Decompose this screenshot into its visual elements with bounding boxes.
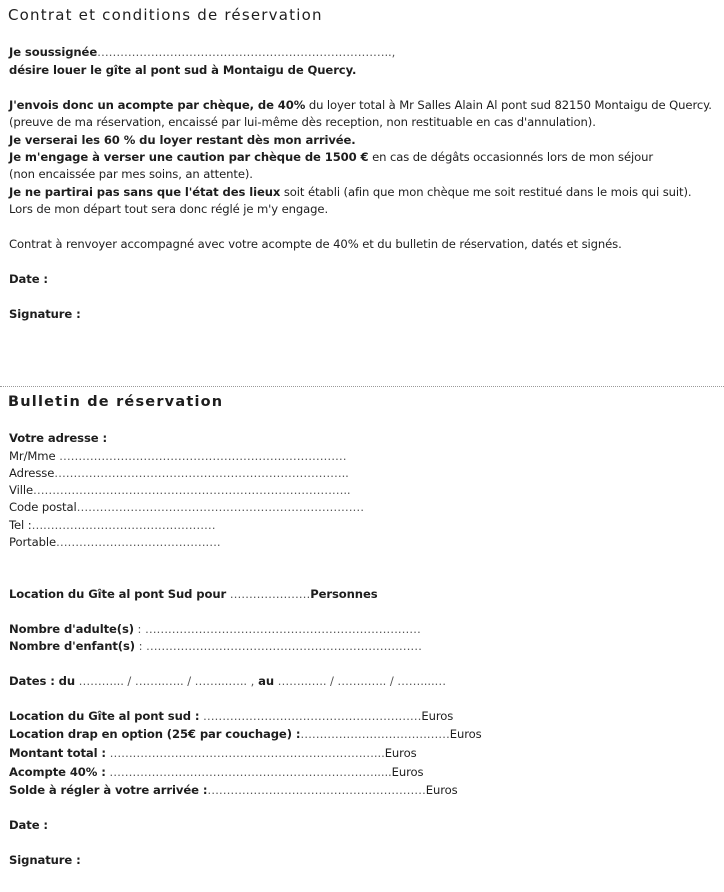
location-pour-label: Location du Gîte al pont Sud pour [9,587,227,601]
contract-date-label: Date : [9,272,48,286]
preuve-line: (preuve de ma réservation, encaissé par lui-même dès reception, non restituable en cas d'annulation). [9,115,596,129]
cost-label: Location drap en option (25€ par couchage) : [9,727,301,741]
cost-row-total[interactable] [9,745,417,761]
location-pour-line[interactable] [9,586,378,602]
personnes-label: Personnes [310,587,378,601]
caution-rest: en cas de dégâts occasionnés lors de mon séjour [368,150,654,164]
bulletin-signature-label: Signature : [9,853,81,867]
caution-bold: Je m'engage à verser une caution par chèque de 1500 € [9,150,369,164]
field-dots: ……………………………………. [56,535,221,549]
field-label: Mr/Mme [9,449,56,463]
cost-unit: Euros [425,783,458,797]
louer-line: désire louer le gîte al pont sud à Montaigu de Quercy. [9,63,357,77]
field-label: Ville [9,483,33,497]
cost-unit: Euros [449,727,482,741]
partirai-rest: soit établi (afin que mon chèque me soit restitué dans le mois qui suit). [280,185,692,199]
depart-line: Lors de mon départ tout sera donc réglé je m'y engage. [9,202,329,216]
adultes-label: Nombre d'adulte(s) [9,622,134,636]
dates-label: Dates : du [9,674,76,688]
enfants-label: Nombre d'enfant(s) [9,639,135,653]
cost-label: Montant total : [9,746,106,760]
field-code-postal[interactable] [9,499,364,515]
cost-row-solde[interactable] [9,782,458,798]
renvoyer-line: Contrat à renvoyer accompagné avec votre acompte de 40% et du bulletin de réservation, datés et signés. [9,237,622,251]
bulletin-date-label: Date : [9,818,48,832]
field-dots: ………………………………………… [31,518,216,532]
soussignee-dots: ………………………………………………………………….., [97,45,396,59]
soussignee-line [9,44,395,60]
field-label: Tel : [9,518,32,532]
enfants-dots: : ……………………………………………………………… [135,639,422,653]
field-mr-mme[interactable] [9,448,346,464]
field-dots: ………………………………………………………………… [76,500,364,514]
cost-dots: ………………………………………………… [207,783,426,797]
acompte-bold: J'envois donc un acompte par chèque, de 40% [9,98,306,112]
location-pour-dots: ………………… [226,587,311,601]
caution-line [9,149,653,165]
cost-label: Location du Gîte al pont sud : [9,709,200,723]
field-label: Code postal [9,500,77,514]
field-label: Adresse [9,466,55,480]
bulletin-title: Bulletin de réservation [8,394,224,410]
cost-row-drap[interactable] [9,726,482,742]
cost-unit: Euros [391,765,424,779]
cost-unit: Euros [384,746,417,760]
partirai-bold: Je ne partirai pas sans que l'état des lieux [9,185,281,199]
partirai-line [9,184,691,200]
acompte-line [9,97,712,113]
dates-au-dots: ……..….. / ……..….. / ……....… [274,674,447,688]
dates-du-dots: ………... / ……..….. / ……...….. , [75,674,255,688]
adultes-line[interactable] [9,621,421,637]
enfants-line[interactable] [9,638,422,654]
cost-label: Solde à régler à votre arrivée : [9,783,208,797]
field-tel[interactable] [9,517,215,533]
cost-dots: ……………………………………………………………..... [105,765,392,779]
cost-unit: Euros [421,709,454,723]
field-label: Portable [9,535,57,549]
field-dots: ………………………………………………………………….. [54,466,349,480]
verserai-line: Je verserai les 60 % du loyer restant dès mon arrivée. [9,133,356,147]
cost-dots: ……………………………………………………………... [105,746,385,760]
acompte-rest: du loyer total à Mr Salles Alain Al pont sud 82150 Montaigu de Quercy. [305,98,712,112]
field-dots: ………………………………………………………………… [55,449,347,463]
cost-dots: ………………………………… [300,727,450,741]
field-dots: ……………………………………………………………………….. [32,483,351,497]
contract-title: Contrat et conditions de réservation [8,6,323,24]
dates-line[interactable] [9,673,446,689]
field-portable[interactable] [9,534,221,550]
cost-label: Acompte 40% : [9,765,106,779]
cost-dots: ………………………………………………… [199,709,422,723]
section-divider [0,386,724,387]
cost-row-acompte[interactable] [9,764,423,780]
non-encaissee-line: (non encaissée par mes soins, an attente). [9,167,253,181]
field-ville[interactable] [9,482,351,498]
dates-au-label: au [254,674,275,688]
contract-signature-label: Signature : [9,307,81,321]
adultes-dots: : ……………………………………………………………… [133,622,421,636]
soussignee-label: Je soussignée [9,45,98,59]
cost-row-gite[interactable] [9,708,453,724]
field-adresse[interactable] [9,465,349,481]
adresse-heading: Votre adresse : [9,431,108,445]
